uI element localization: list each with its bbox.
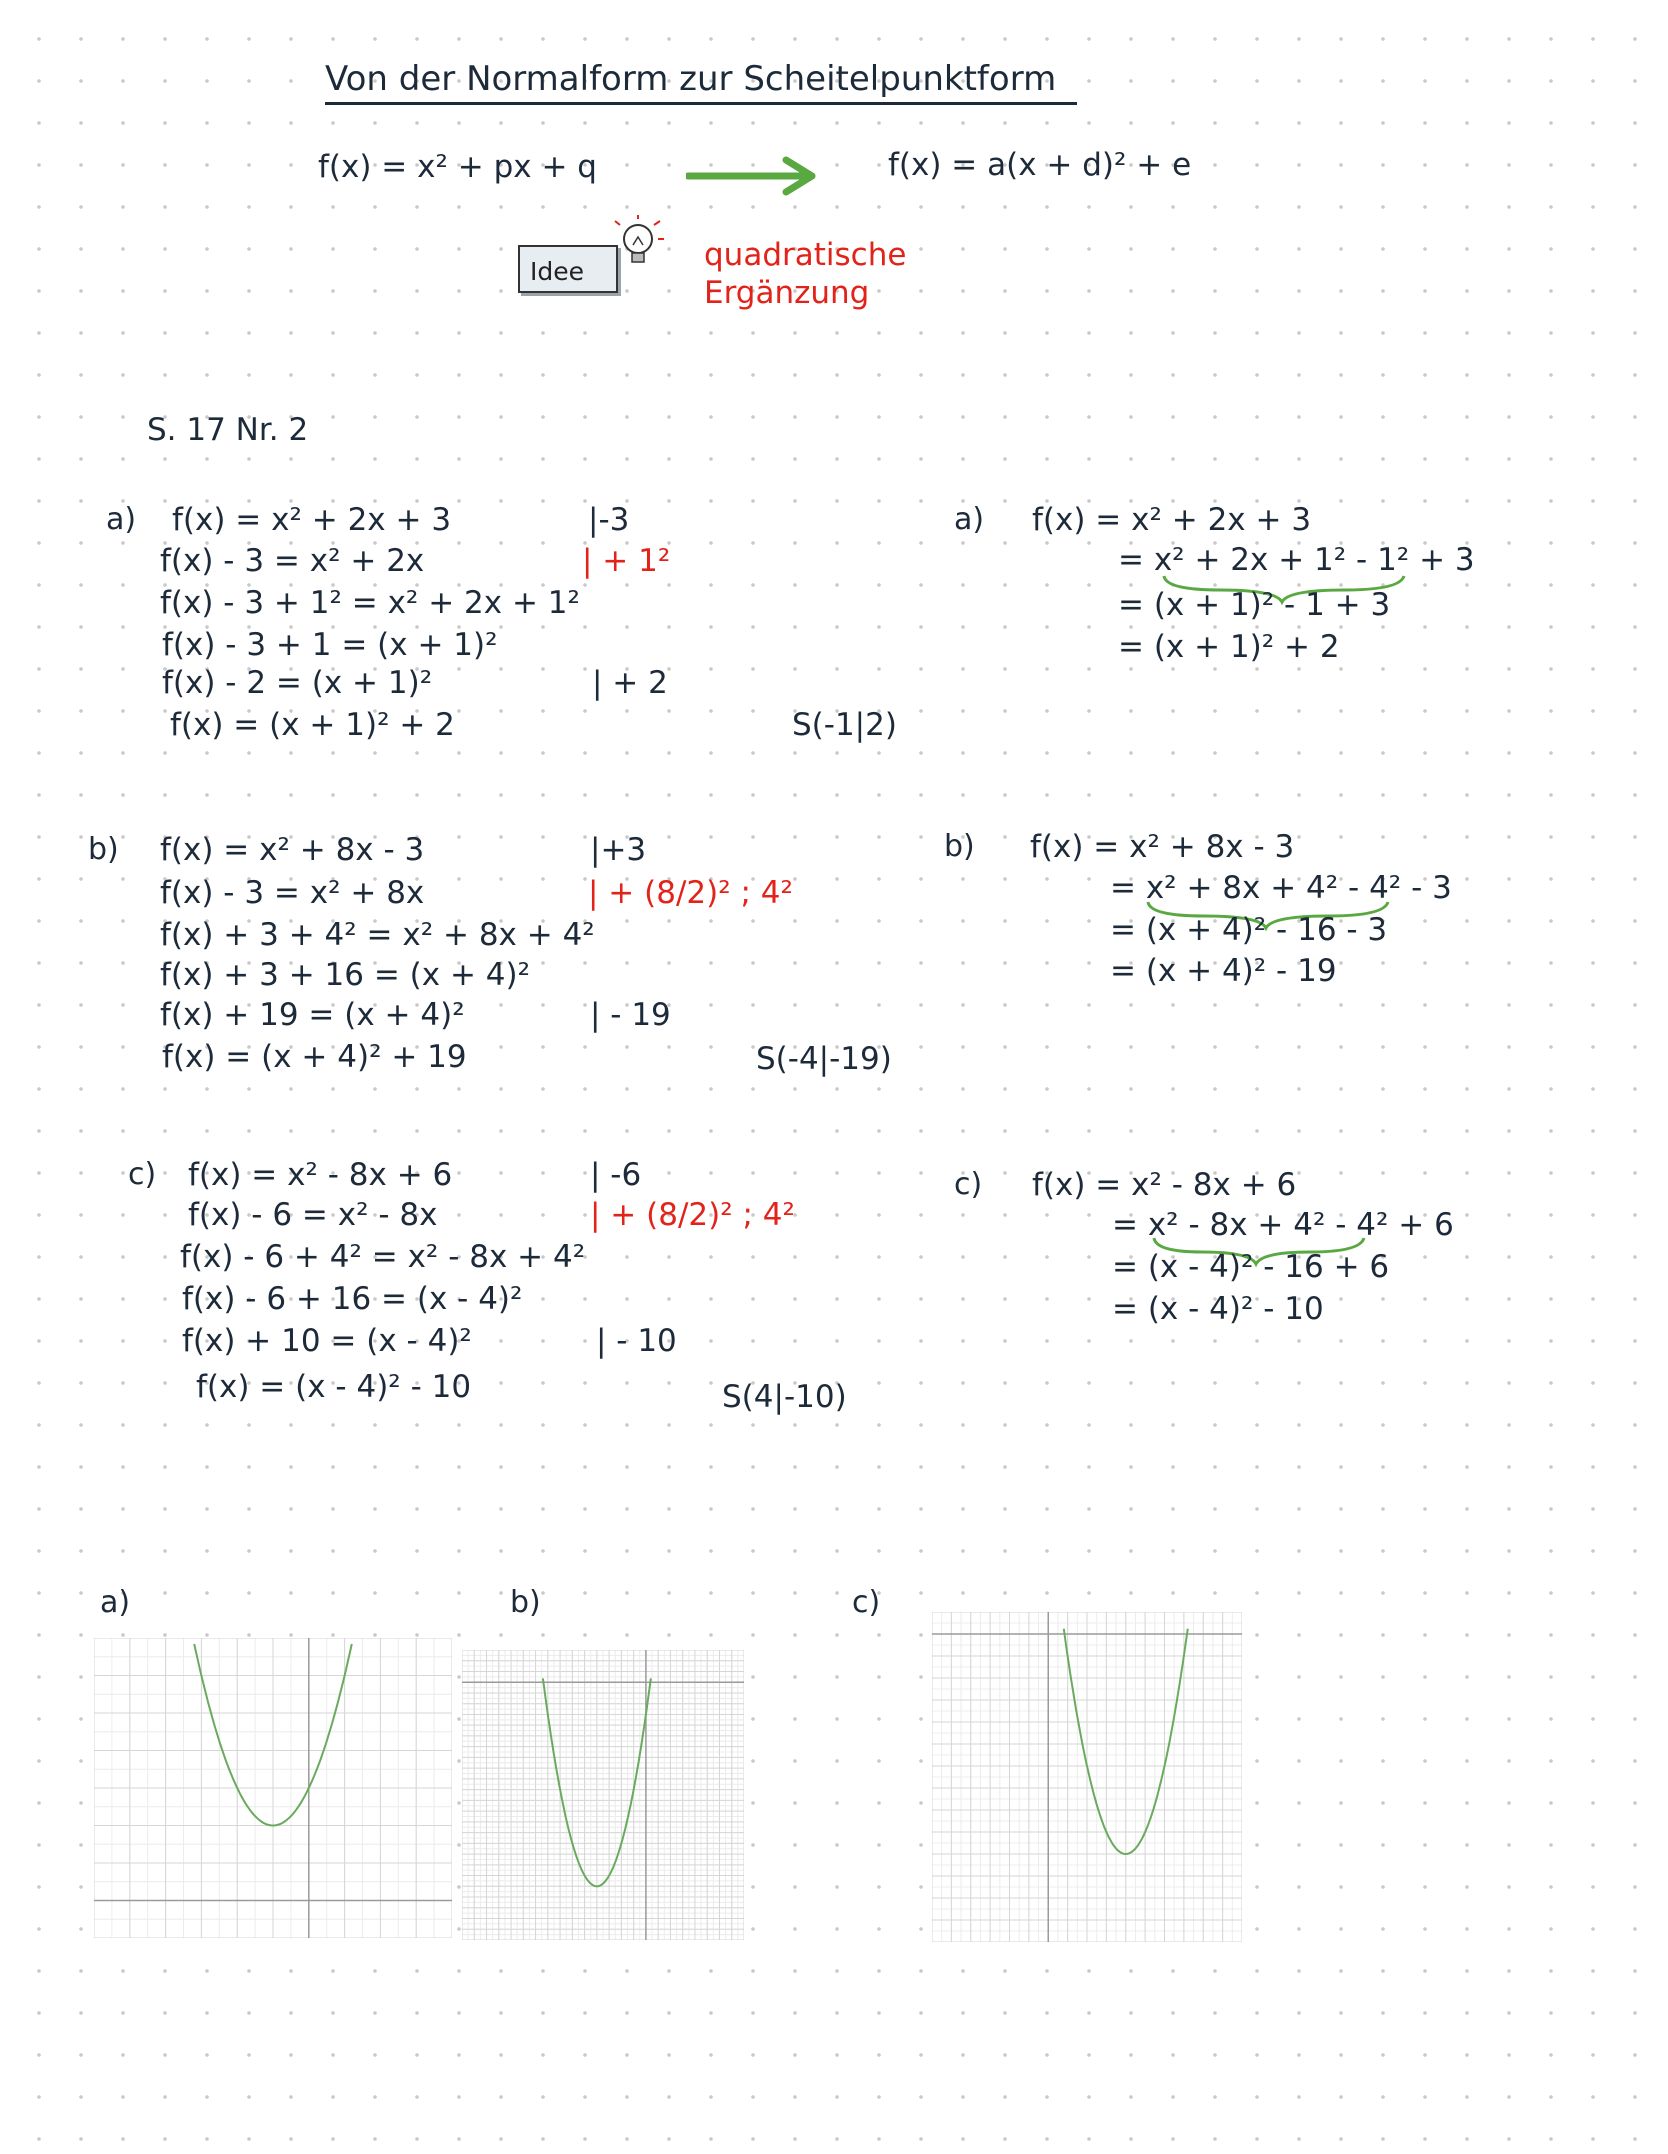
- left-b-label: b): [88, 832, 119, 867]
- idea-badge: [518, 243, 644, 291]
- page-title: Von der Normalform zur Scheitelpunktform: [325, 59, 1057, 99]
- left-a-line-3: f(x) - 3 + 1² = x² + 2x + 1²: [160, 585, 580, 621]
- left-b-line-1: f(x) = x² + 8x - 3: [160, 832, 425, 868]
- green-arrow-icon: [686, 156, 826, 196]
- vertex-form-formula: f(x) = a(x + d)² + e: [888, 147, 1192, 183]
- graph-b-plot: [462, 1650, 744, 1940]
- left-a-line-1: f(x) = x² + 2x + 3: [172, 502, 452, 538]
- left-a-label: a): [106, 502, 137, 537]
- left-b-line-5: f(x) + 19 = (x + 4)²: [160, 997, 465, 1033]
- left-a-line-6: f(x) = (x + 1)² + 2: [170, 707, 455, 743]
- right-c-line-2: = x² - 8x + 4² - 4² + 6: [1112, 1207, 1454, 1243]
- right-b-line-4: = (x + 4)² - 19: [1110, 953, 1337, 989]
- graph-a-label: a): [100, 1585, 131, 1620]
- idea-text-line1: quadratische: [704, 237, 907, 273]
- right-c-label: c): [954, 1167, 983, 1202]
- normal-form-formula: f(x) = x² + px + q: [318, 149, 597, 185]
- left-b-vertex: S(-4|-19): [756, 1041, 892, 1077]
- left-c-line-3: f(x) - 6 + 4² = x² - 8x + 4²: [180, 1239, 586, 1275]
- right-b-label: b): [944, 829, 975, 864]
- lightbulb-icon: [612, 215, 668, 275]
- right-c-line-4: = (x - 4)² - 10: [1112, 1291, 1324, 1327]
- left-a-op-2: | + 1²: [582, 543, 671, 579]
- left-c-line-6: f(x) = (x - 4)² - 10: [196, 1369, 472, 1405]
- left-a-op-5: | + 2: [592, 665, 668, 701]
- right-b-line-1: f(x) = x² + 8x - 3: [1030, 829, 1295, 865]
- left-b-op-1: |+3: [590, 832, 647, 868]
- idea-label: Idee: [530, 257, 585, 286]
- left-b-op-2: | + (8/2)² ; 4²: [588, 875, 793, 911]
- right-a-line-4: = (x + 1)² + 2: [1118, 629, 1340, 665]
- left-b-op-5: | - 19: [590, 997, 671, 1033]
- title-underline: [325, 102, 1077, 105]
- left-c-line-5: f(x) + 10 = (x - 4)²: [182, 1323, 472, 1359]
- right-b-line-2: = x² + 8x + 4² - 4² - 3: [1110, 870, 1452, 906]
- right-c-line-3: = (x - 4)² - 16 + 6: [1112, 1249, 1390, 1285]
- left-c-op-2: | + (8/2)² ; 4²: [590, 1197, 795, 1233]
- right-a-line-1: f(x) = x² + 2x + 3: [1032, 502, 1312, 538]
- left-b-line-6: f(x) = (x + 4)² + 19: [162, 1039, 467, 1075]
- left-a-vertex: S(-1|2): [792, 707, 897, 743]
- left-a-op-1: |-3: [588, 502, 630, 538]
- left-b-line-4: f(x) + 3 + 16 = (x + 4)²: [160, 957, 531, 993]
- idea-text-line2: Ergänzung: [704, 275, 870, 311]
- right-c-line-1: f(x) = x² - 8x + 6: [1032, 1167, 1297, 1203]
- left-c-line-2: f(x) - 6 = x² - 8x: [188, 1197, 438, 1233]
- graph-a-plot: [94, 1638, 452, 1938]
- task-reference: S. 17 Nr. 2: [147, 412, 309, 448]
- left-c-op-5: | - 10: [596, 1323, 677, 1359]
- left-a-line-4: f(x) - 3 + 1 = (x + 1)²: [162, 627, 498, 663]
- left-b-line-2: f(x) - 3 = x² + 8x: [160, 875, 425, 911]
- left-c-vertex: S(4|-10): [722, 1379, 847, 1415]
- graph-c-plot: [932, 1612, 1242, 1942]
- graph-c-label: c): [852, 1585, 881, 1620]
- left-a-line-2: f(x) - 3 = x² + 2x: [160, 543, 425, 579]
- left-b-line-3: f(x) + 3 + 4² = x² + 8x + 4²: [160, 917, 595, 953]
- idea-box: [518, 245, 618, 293]
- left-c-line-4: f(x) - 6 + 16 = (x - 4)²: [182, 1281, 523, 1317]
- left-c-line-1: f(x) = x² - 8x + 6: [188, 1157, 453, 1193]
- right-a-line-3: = (x + 1)² - 1 + 3: [1118, 587, 1391, 623]
- right-a-label: a): [954, 502, 985, 537]
- right-a-line-2: = x² + 2x + 1² - 1² + 3: [1118, 542, 1475, 578]
- left-c-label: c): [128, 1157, 157, 1192]
- graph-b-label: b): [510, 1585, 541, 1620]
- right-b-line-3: = (x + 4)² - 16 - 3: [1110, 912, 1388, 948]
- left-c-op-1: | -6: [590, 1157, 642, 1193]
- left-a-line-5: f(x) - 2 = (x + 1)²: [162, 665, 433, 701]
